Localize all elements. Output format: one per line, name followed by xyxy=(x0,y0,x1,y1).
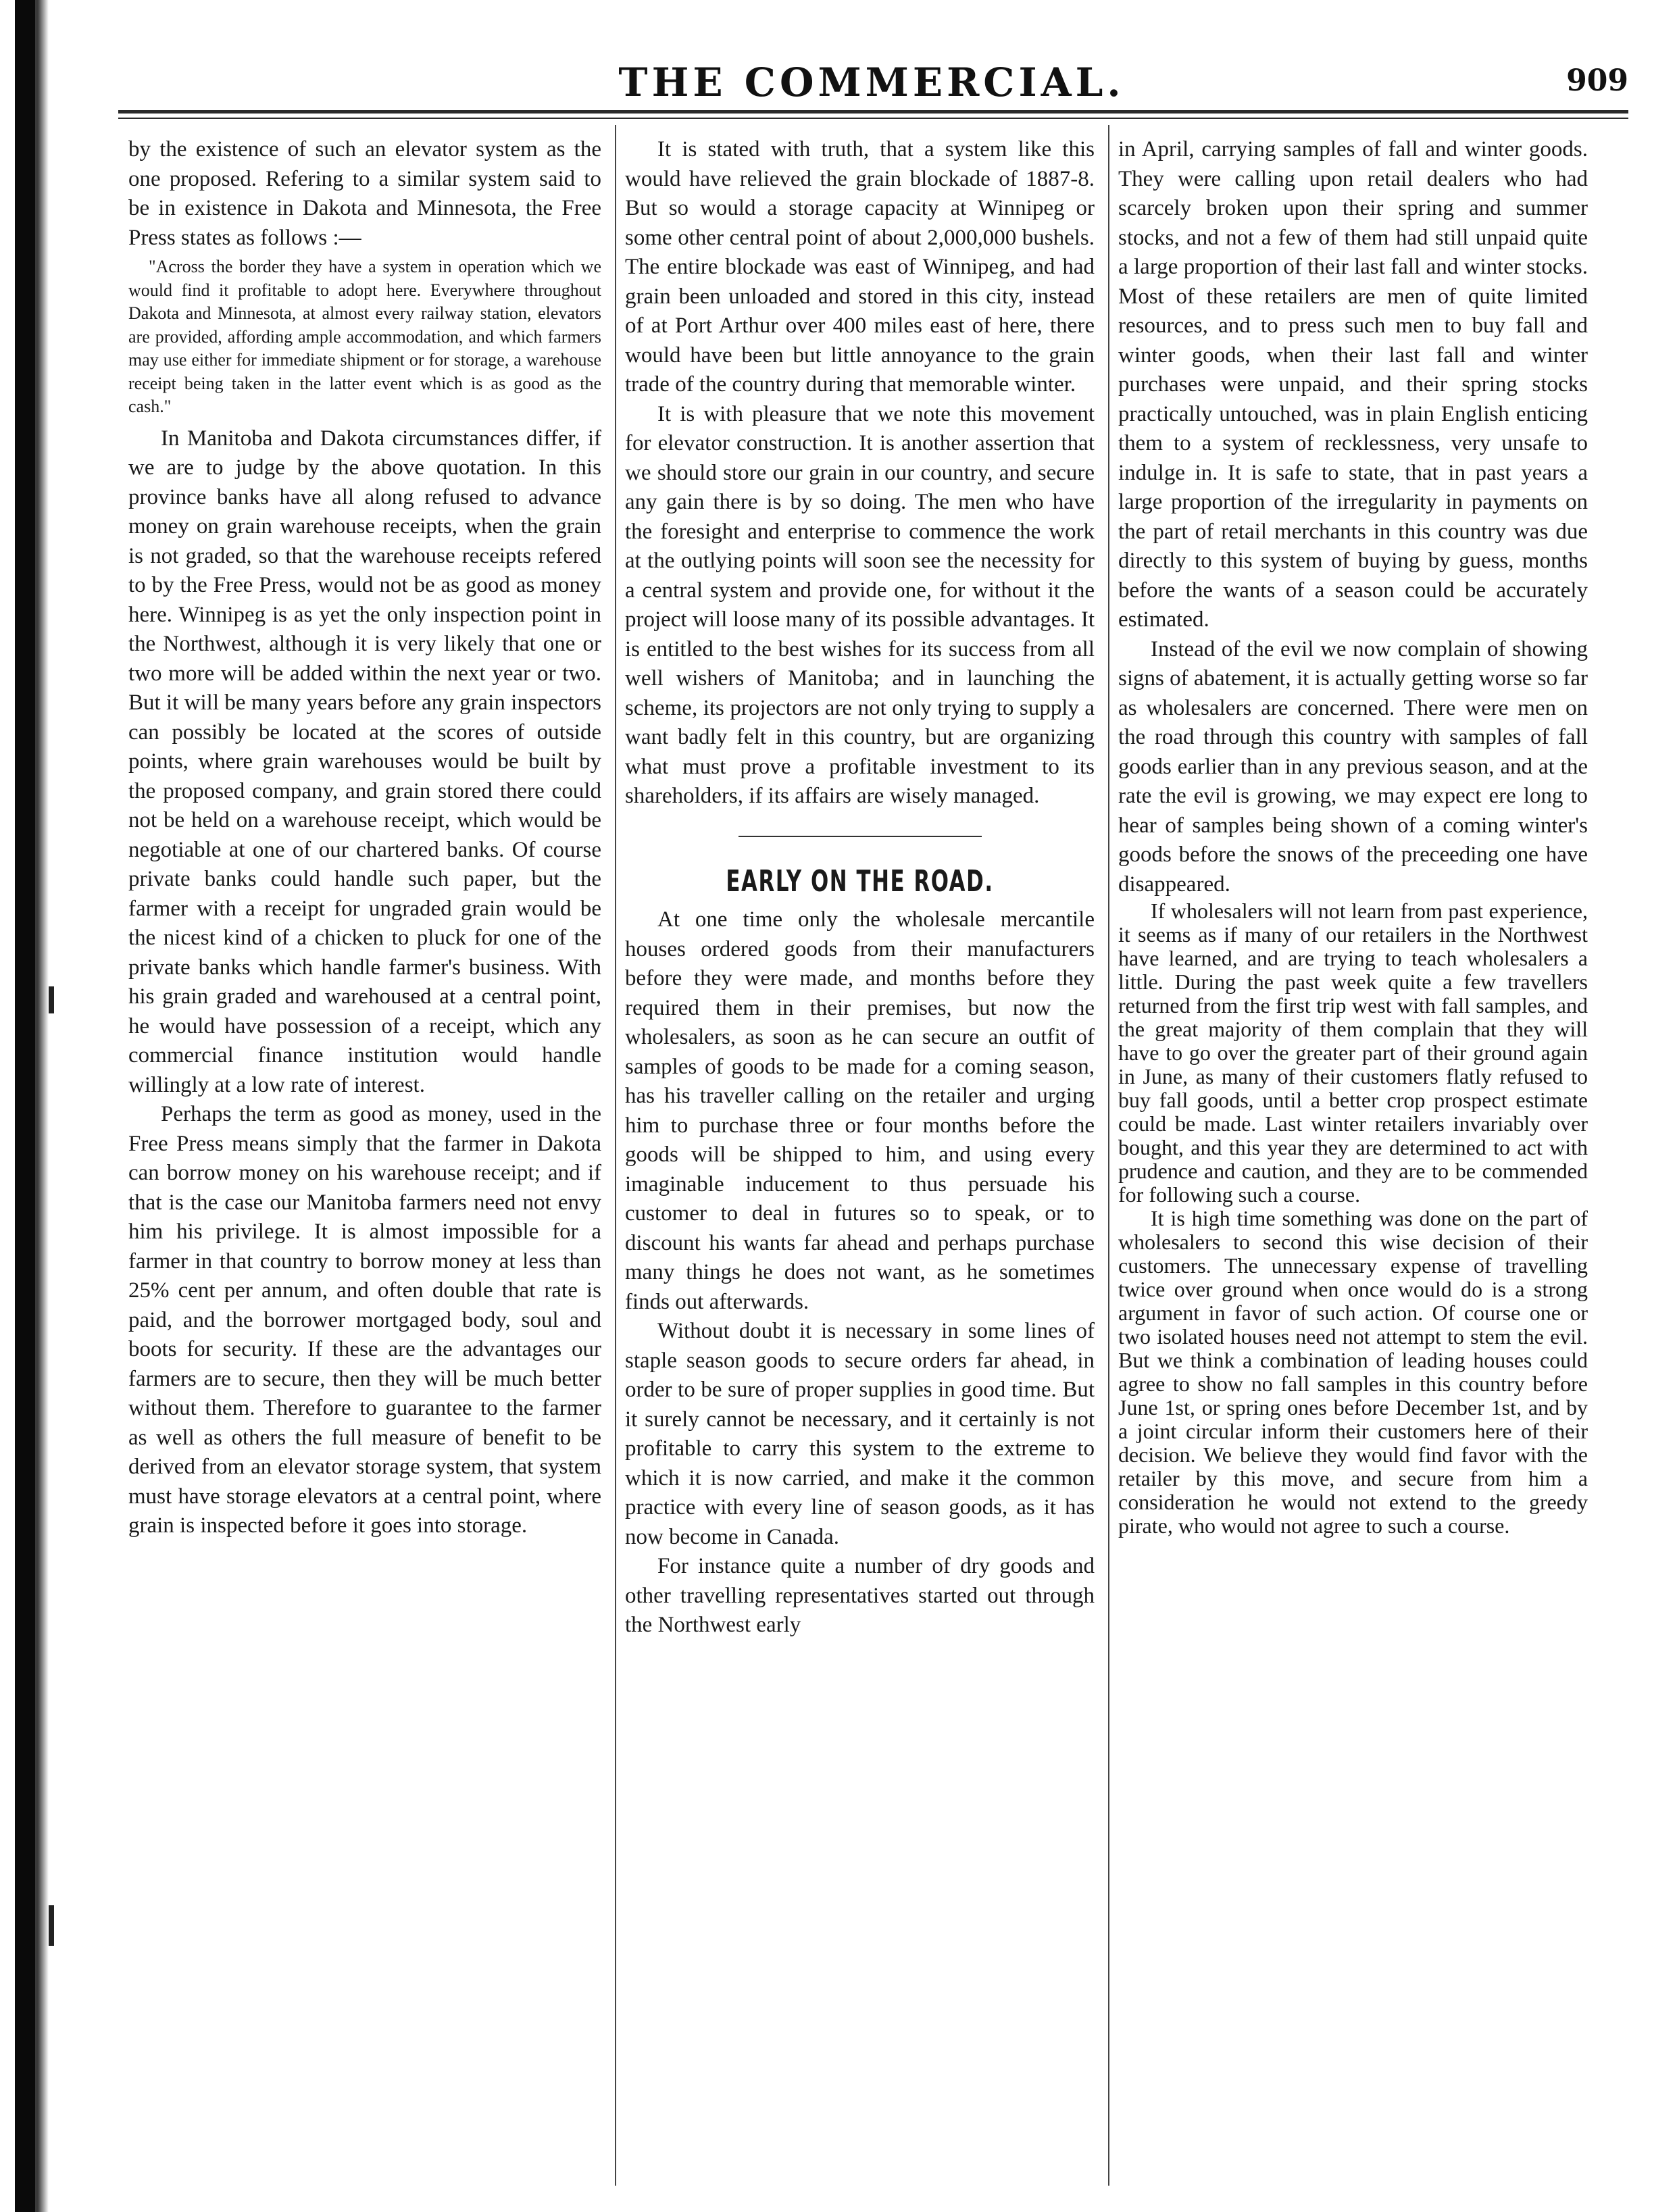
paragraph: It is high time something was done on the part of wholesalers to second this wise decision of their customers. The unnecessary expense of travelling twice over ground when once would do is a strong argument in favor of such action. Of course one or two isolated houses need not attempt to stem the evil. But we think a combination of leading houses could agree to show no fall samples in this country before June 1st, or spring ones before December 1st, and by a joint circular inform their customers here of their decision. We believe they would find favor with the retailer by this move, and secure from him a consideration he would not extend to the greedy pirate, who would not agree to such a course. xyxy=(1118,1206,1588,1538)
page-binding-edge xyxy=(15,0,49,2212)
header-rule xyxy=(118,110,1628,114)
paragraph: in April, carrying samples of fall and winter goods. They were calling upon retail dealers who had scarcely broken upon their spring and summer stocks, and not a few of them had still unpaid quite a large proportion of their last fall and winter stocks. Most of these retailers are men of quite limited resources, and to press such men to buy fall and winter goods, when their last fall and winter purchases were unpaid, and their spring stocks practically untouched, was in plain English enticing them to a system of recklessness, very unsafe to indulge in. It is safe to state, that in past years a large proportion of the irregularity in payments on the part of retail merchants in this country was due directly to this system of buying by guess, months before the wants of a season could be accurately estimated. xyxy=(1118,137,1588,632)
paragraph: Perhaps the term as good as money, used in the Free Press means simply that the farmer in Dakota can borrow money on his warehouse receipt; and if that is the case our Manitoba farmers need not envy him his privilege. It is almost impossible for a farmer in that country to borrow money at less than 25% cent per annum, and often double that rate is paid, and the borrower mortgaged body, soul and boots for security. If these are the advantages our farmers are to secure, then they will be much better without them. Therefore to guarantee to the farmer as well as others the full measure of benefit to be derived from an elevator storage system, that system must have storage elevators at a central point, where grain is inspected before it goes into storage. xyxy=(128,1102,601,1538)
article-heading: EARLY ON THE ROAD. xyxy=(726,863,994,899)
masthead-title: THE COMMERCIAL. xyxy=(618,59,1125,105)
paragraph: by the existence of such an elevator system as the one proposed. Refering to a similar system said to be in existence in Dakota and Minnesota, the Free Press states as follows :— xyxy=(128,137,601,250)
page-header xyxy=(115,59,1628,107)
paragraph: If wholesalers will not learn from past experience, it seems as if many of our retailers in the Northwest have learned, and are trying to teach wholesalers a little. During the past week quite a few travellers returned from the first trip west with fall samples, and the great majority of them complain that they will have to go over the greater part of their ground again in June, as many of their customers flatly refused to buy fall goods, until a better crop prospect estimate could be made. Last winter retailers invariably over bought, and this year they are determined to act with prudence and caution, and they are to be commended for following such a course. xyxy=(1118,899,1588,1207)
paragraph: Instead of the evil we now complain of showing signs of abatement, it is actually getting worse so far as wholesalers are concerned. There were men on the road through this country with samples of fall goods earlier than in any previous season, and at the rate the evil is growing, we may expect ere long to hear of samples being shown of a coming winter's goods before the snows of the preceeding one have disappeared. xyxy=(1118,636,1588,897)
text-column-2 xyxy=(625,135,1095,2169)
binding-mark xyxy=(49,1905,54,1946)
block-quote: "Across the border they have a system in operation which we would find it profitable to adopt here. Everywhere throughout Dakota and Minnesota, at almost every railway station, elevators are provided, affording ample accommodation, and which farmers may use either for immediate shipment or for storage, a warehouse receipt being taken in the latter event which is as good as the cash." xyxy=(128,257,601,416)
paragraph: Without doubt it is necessary in some lines of staple season goods to secure orders far ahead, in order to be sure of proper supplies in good time. But it surely cannot be necessary, and it certainly is not profitable to carry this system to the extreme to which it is now carried, and make it the common practice with every line of season goods, as it has now become in Canada. xyxy=(625,1319,1095,1549)
text-column-1 xyxy=(128,135,601,2169)
column-divider xyxy=(1108,125,1109,2186)
paragraph: It is stated with truth, that a system like this would have relieved the grain blockade of 1887-8. But so would a storage capacity at Winnipeg or some other central point of about 2,000,000 bushels. The entire blockade was east of Winnipeg, and had grain been unloaded and stored in this city, instead of at Port Arthur over 400 miles east of here, there would have been but little annoyance to the grain trade of the country during that memorable winter. xyxy=(625,137,1095,397)
section-rule xyxy=(739,836,982,837)
paragraph: At one time only the wholesale mercantile houses ordered goods from their manufacturers before they were made, and months before they required them in their premises, but now the wholesalers, as soon as he can secure an outfit of samples of goods to be made for a coming season, has his traveller calling on the retailer and urging him to purchase three or four months before the goods will be shipped to him, and using every imaginable inducement to thus persuade his customer to deal in futures so to speak, or to discount his wants far ahead and perhaps purchase many things he does not want, as he sometimes finds out afterwards. xyxy=(625,907,1095,1314)
text-column-3 xyxy=(1118,135,1588,2169)
paragraph: In Manitoba and Dakota circumstances differ, if we are to judge by the above quotation. In this province banks have all along refused to advance money on grain warehouse receipts, when the grain is not graded, so that the warehouse receipts refered to by the Free Press, would not be as good as money here. Winnipeg is as yet the only inspection point in the Northwest, although it is very likely that one or two more will be added within the next year or two. But it will be many years before any grain inspectors can possibly be located at the scores of outside points, where grain warehouses would be built by the proposed company, and grain stored there could not be held on a warehouse receipt, which would be negotiable at one of our chartered banks. Of course private banks could handle such paper, but the farmer with a receipt for ungraded grain would be the nicest kind of a chicken to pluck for one of the private banks which handle farmer's business. With his grain graded and warehoused at a central point, he would have possession of a receipt, which any commercial finance institution would handle willingly at a low rate of interest. xyxy=(128,426,601,1097)
page-number: 909 xyxy=(1566,64,1628,98)
column-divider xyxy=(615,125,616,2186)
paragraph: For instance quite a number of dry goods and other travelling representatives started out through the Northwest early xyxy=(625,1554,1095,1637)
paragraph: It is with pleasure that we note this movement for elevator construction. It is another assertion that we should store our grain in our country, and secure any gain there is by so doing. The men who have the foresight and enterprise to commence the work at the outlying points will soon see the necessity for a central system and provide one, for without it the project will loose many of its possible advantages. It is entitled to the best wishes for its success from all well wishers of Manitoba; and in launching the scheme, its projectors are not only trying to supply a want badly felt in this country, but are organizing what must prove a profitable investment to its shareholders, if its affairs are wisely managed. xyxy=(625,401,1095,808)
binding-mark xyxy=(49,986,54,1013)
header-rule-thin xyxy=(118,118,1628,119)
